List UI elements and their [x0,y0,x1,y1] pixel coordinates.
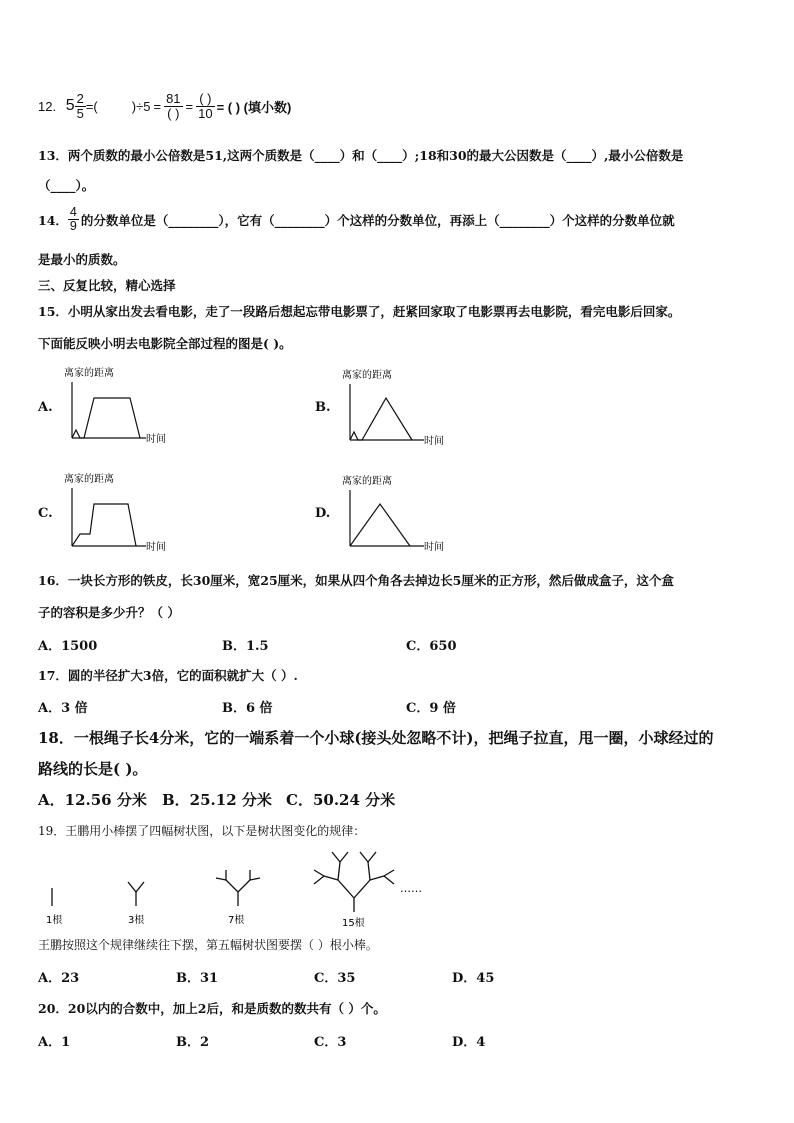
q12-eq1: =( [85,98,98,114]
section-three-heading: 三、反复比较，精心选择 [38,278,176,293]
q18-option-a[interactable]: A．12.56 分米 [38,791,147,809]
q15-line1: 15．小明从家出发去看电影，走了一段路后想起忘带电影票了，赶紧回家取了电影票再去电影院，看完电影后回家。 [38,304,681,319]
q20-option-d[interactable]: D．4 [452,1035,486,1050]
tree2-label: 3根 [128,915,145,926]
graph-b [338,364,488,448]
q20-option-a[interactable]: A．1 [38,1035,71,1050]
q17-option-b[interactable]: B．6 倍 [222,701,273,716]
q16-line1: 16．一块长方形的铁皮，长30厘米，宽25厘米，如果从四个角各去掉边长5厘米的正方形，然后做成盒子，这个盒 [38,573,674,588]
tree1-label: 1根 [46,915,63,926]
tree3-label: 7根 [228,915,245,926]
q18-line1: 18．一根绳子长4分米，它的一端系着一个小球(接头处忽略不计)，把绳子拉直，甩一圈，小球经过的 [38,729,714,747]
q12-eq3: = [185,98,194,114]
q13-line1: 13．两个质数的最小公倍数是51,这两个质数是（____）和（____）;18和30的最大公因数是（____）,最小公倍数是 [38,148,684,163]
q19-line1: 19．王鹏用小棒摆了四幅树状图，以下是树状图变化的规律： [38,824,366,838]
graph-c-xlabel: 时间 [146,542,166,553]
graph-a-ylabel: 离家的距离 [64,368,114,379]
question-14 [38,206,675,233]
graph-d-ylabel: 离家的距离 [342,476,392,487]
q14-fraction: $\frac{4}{9}$ [69,205,77,234]
q12-mixed-fraction: $\frac{2}{5}$ [76,91,84,121]
q19-option-a[interactable]: A．23 [38,971,80,986]
graph-c-ylabel: 离家的距离 [64,474,114,485]
graph-d-label: D. [315,506,331,521]
graph-b-ylabel: 离家的距离 [342,370,392,381]
q16-option-c[interactable]: C．650 [406,639,457,654]
q15-line2: 下面能反映小明去电影院全部过程的图是( )。 [38,336,292,351]
q12-divide: )÷5 [131,98,151,114]
q18-option-b[interactable]: B．25.12 分米 [162,791,272,809]
q17-line1: 17．圆的半径扩大3倍，它的面积就扩大（ ）. [38,668,298,683]
q16-option-a[interactable]: A．1500 [38,639,98,654]
q19-option-b[interactable]: B．31 [176,971,219,986]
q18-line2: 路线的长是( )。 [38,760,148,778]
graph-d-xlabel: 时间 [424,542,444,553]
q20-option-c[interactable]: C．3 [314,1035,347,1050]
graph-c-label: C. [38,506,53,521]
q12-tail: = ( ) (填小数) [216,99,292,115]
graph-d-line [350,504,410,546]
q17-option-a[interactable]: A．3 倍 [38,701,88,716]
graph-d [338,470,488,554]
graph-a [60,364,210,448]
q13-line2: （____）。 [38,178,95,193]
q14-line1: 的分数单位是（________），它有（________）个这样的分数单位，再添上（________）个这样的分数单位就 [80,212,675,228]
tree4 [314,852,394,912]
q17-option-c[interactable]: C．9 倍 [406,701,456,716]
q16-line2: 子的容积是多少升？（ ） [38,605,180,620]
graph-b-label: B. [315,400,331,415]
graph-c [60,470,210,554]
q16-option-b[interactable]: B．1.5 [222,639,269,654]
graph-a-label: A. [38,400,53,415]
tree-ellipsis: …… [400,882,422,895]
graph-a-xlabel: 时间 [146,434,166,445]
graph-b-line [350,398,412,440]
tree2 [128,882,144,906]
tree4-label: 15根 [342,918,365,928]
q19-line2: 王鹏按照这个规律继续往下摆，第五幅树状图要摆（ ）根小棒。 [38,938,378,952]
graph-c-line [72,504,136,546]
graph-b-xlabel: 时间 [424,436,444,447]
q12-fraction-10: $\frac{( )}{10}$ [198,91,213,121]
q12-number: 12. [38,98,57,114]
q14-line2: 是最小的质数。 [38,252,126,267]
q19-option-c[interactable]: C．35 [314,971,356,986]
q19-tree-figures [38,842,458,928]
q18-option-c[interactable]: C．50.24 分米 [286,791,396,809]
graph-a-line [72,398,140,438]
q14-number: 14． [38,212,68,228]
q19-option-d[interactable]: D．45 [452,971,495,986]
tree3 [216,870,260,906]
q12-fraction-81: $\frac{81}{( )}$ [166,91,181,121]
q12-eq2: = [153,98,162,114]
q20-option-b[interactable]: B．2 [176,1035,210,1050]
q12-whole: 5 [65,97,75,115]
question-12 [38,92,291,120]
q20-line1: 20．20以内的合数中，加上2后，和是质数的数共有（ ）个。 [38,1001,386,1016]
